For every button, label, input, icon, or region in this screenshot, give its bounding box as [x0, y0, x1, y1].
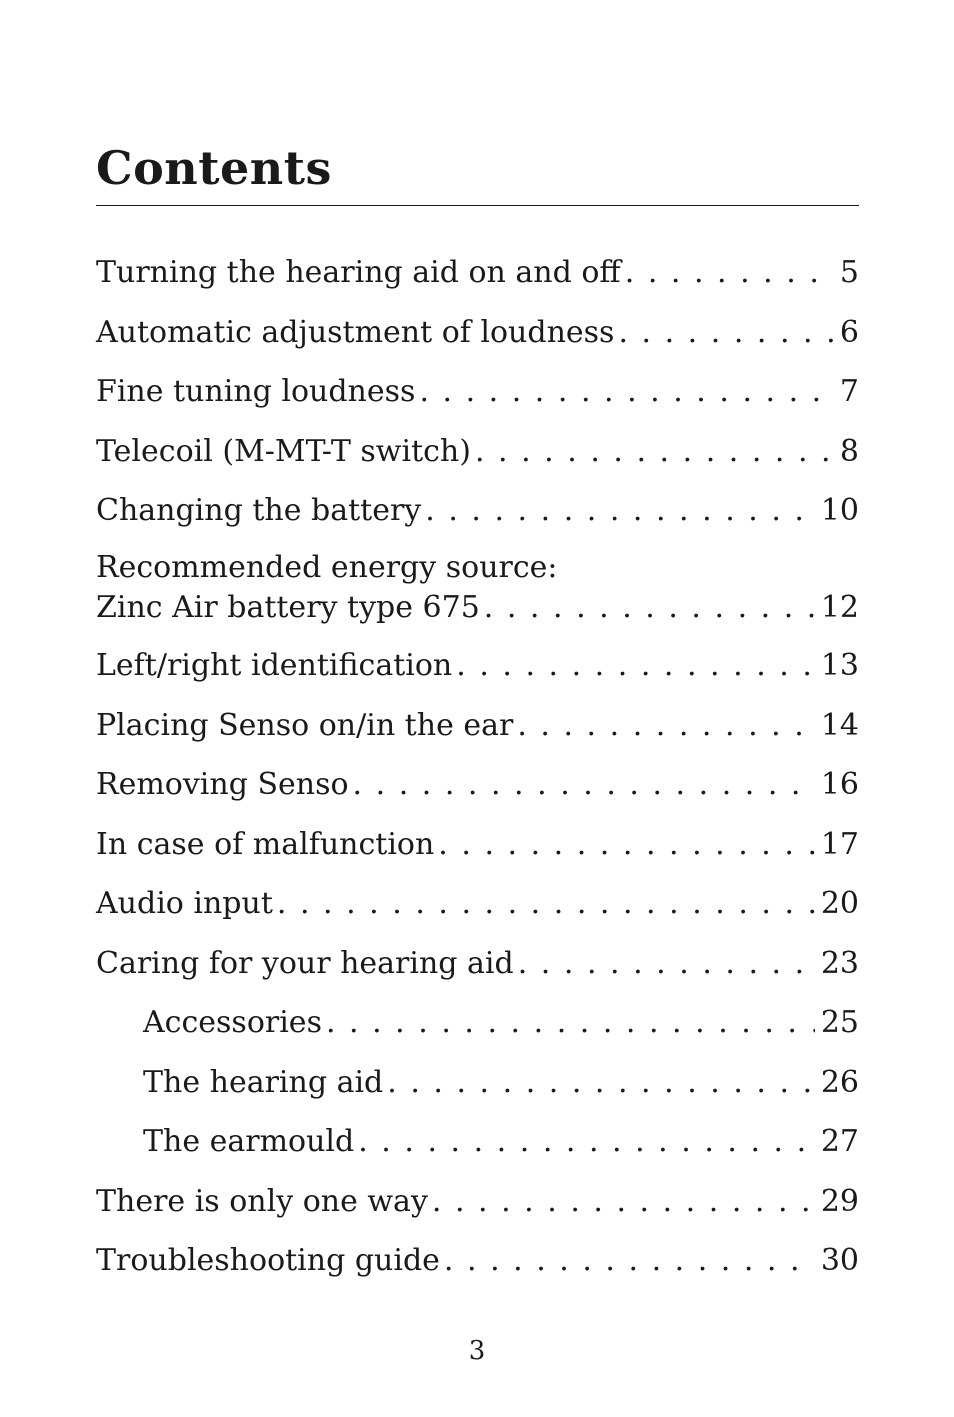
dot-leader	[518, 937, 815, 990]
dot-leader	[277, 877, 815, 930]
dot-leader	[618, 306, 833, 359]
dot-leader	[432, 1175, 815, 1228]
toc-entry-page: 27	[820, 1124, 859, 1159]
toc-entry[interactable]	[96, 544, 859, 633]
toc-subentry[interactable]	[96, 1056, 859, 1109]
toc-entry-title: Placing Senso on/in the ear	[96, 707, 514, 743]
toc-entry-title: In case of malfunction	[96, 826, 435, 862]
toc-entry[interactable]	[96, 306, 859, 359]
toc-entry[interactable]	[96, 425, 859, 478]
toc-entry-title: There is only one way	[96, 1183, 428, 1219]
toc-entry-title: Fine tuning loudness	[96, 374, 416, 409]
toc-entry-title: Zinc Air battery type 675	[96, 589, 480, 625]
page-title: Contents	[96, 141, 332, 195]
toc-entry-page: 6	[839, 314, 859, 350]
dot-leader	[387, 1056, 815, 1109]
toc-subentry[interactable]	[96, 996, 859, 1049]
title-divider	[96, 205, 859, 206]
toc-entry-title: Telecoil (M-MT-T switch)	[96, 433, 471, 469]
table-of-contents	[96, 246, 859, 1294]
dot-leader	[475, 425, 834, 478]
dot-leader	[444, 1234, 815, 1287]
toc-entry[interactable]	[96, 639, 859, 692]
toc-entry-title: Automatic adjustment of loudness	[96, 314, 615, 350]
toc-entry-page: 23	[820, 945, 859, 981]
toc-entry-page: 7	[839, 374, 859, 409]
toc-entry-page: 14	[820, 707, 859, 743]
toc-entry[interactable]	[96, 1175, 859, 1228]
dot-leader	[517, 699, 814, 752]
toc-entry-title: Removing Senso	[96, 767, 349, 802]
toc-entry-page: 8	[839, 433, 859, 469]
toc-entry[interactable]	[96, 937, 859, 990]
dot-leader	[438, 818, 815, 871]
page-number: 3	[468, 1336, 486, 1366]
dot-leader	[625, 246, 834, 299]
toc-entry-title: Troubleshooting guide	[96, 1243, 440, 1278]
toc-entry-page: 12	[820, 589, 859, 625]
toc-entry-page: 26	[820, 1064, 859, 1100]
toc-entry[interactable]	[96, 1234, 859, 1287]
toc-entry-page: 10	[820, 493, 859, 528]
toc-entry-title: Changing the battery	[96, 493, 422, 528]
toc-entry-page: 25	[820, 1005, 859, 1040]
toc-entry-title: The earmould	[143, 1124, 355, 1159]
toc-entry[interactable]	[96, 246, 859, 299]
dot-leader	[358, 1115, 815, 1168]
toc-entry-page: 13	[820, 648, 859, 683]
toc-entry-title: Accessories	[143, 1005, 322, 1040]
dot-leader	[326, 996, 815, 1049]
dot-leader	[353, 758, 815, 811]
dot-leader	[425, 484, 815, 537]
toc-entry-title: Audio input	[96, 886, 273, 921]
toc-entry-page: 20	[820, 886, 859, 921]
toc-entry-page: 30	[820, 1243, 859, 1278]
toc-entry[interactable]	[96, 699, 859, 752]
toc-entry-title: Turning the hearing aid on and off	[96, 255, 621, 290]
dot-leader	[456, 639, 815, 692]
dot-leader	[419, 365, 833, 418]
toc-entry[interactable]	[96, 365, 859, 418]
toc-entry-title-line1: Recommended energy source:	[96, 549, 558, 585]
toc-entry[interactable]	[96, 758, 859, 811]
toc-entry[interactable]	[96, 484, 859, 537]
toc-entry-title: The hearing aid	[143, 1064, 384, 1100]
toc-entry[interactable]	[96, 818, 859, 871]
toc-entry-page: 16	[820, 767, 859, 802]
toc-entry[interactable]	[96, 877, 859, 930]
toc-entry-page: 29	[820, 1183, 859, 1219]
toc-entry-page: 17	[820, 826, 859, 862]
toc-entry-title: Left/right identification	[96, 648, 453, 683]
toc-subentry[interactable]	[96, 1115, 859, 1168]
toc-entry-title: Caring for your hearing aid	[96, 945, 514, 981]
toc-entry-page: 5	[839, 255, 859, 290]
dot-leader	[484, 588, 815, 628]
